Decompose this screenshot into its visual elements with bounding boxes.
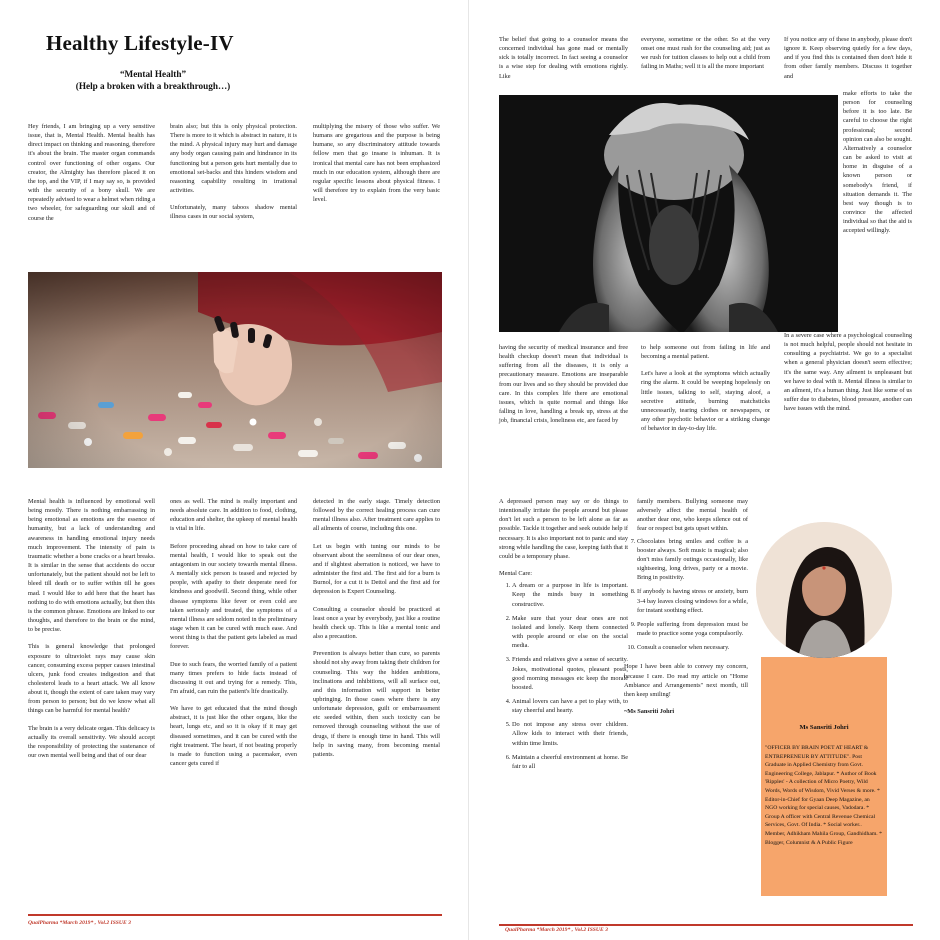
left-top-column-2 (170, 122, 297, 230)
list-item: 8. If anybody is having stress or anxiety, burn 3-4 bay leaves closing windows for a while, for instant soothing effect. (637, 587, 748, 614)
paragraph: Let us begin with tuning our minds to be observant about the seemliness of our dear ones, and if slightest aberration is noticed, we have to administer the first aid. The first aid for a burn is Burnol, for a cut it is Dettol and the first aid for depression is Expert Counseling. (313, 542, 440, 596)
left-bottom-column-3 (313, 497, 440, 767)
paragraph: everyone, sometime or the other. So at the very onset one must rush for the counseling aid; just as we rush for tuition classes to help out a child from failing in Maths; well it is all the more important (641, 36, 770, 71)
closing-paragraph: Hope I have been able to convey my concern, because I care. Do read my article on "Home Ambiance and Arrangements" next month, till then keep smiling! (624, 663, 748, 698)
left-top-column-1 (28, 122, 155, 231)
footer-rule-right (499, 924, 913, 926)
right-mid-column-1 (499, 343, 628, 433)
article-title: Healthy Lifestyle-IV (46, 31, 234, 55)
right-top-column-2 (641, 35, 770, 80)
paragraph: If you notice any of these in anybody, please don't ignore it. Keep observing quietly for a few days, and if you find this is contained then don't hide it from other family members. Discuss it together and (784, 36, 912, 80)
right-bottom-column-1 (499, 497, 628, 776)
pills-photo (28, 272, 442, 468)
paragraph: Before proceeding ahead on how to take care of mental health, I would like to speak out the antagonism in our society towards mental illness. A mentally sick person is teased and rejected by people, with apathy to their desperate need for kindness and goodwill. Second thing, while other disease symptoms like fever or even cold are taken seriously and treated, the symptoms of a mental illness are seldom noted in the preliminary stage when it can be cured with much ease. And worst thing is that the patient gets labeled as mad forever. (170, 542, 297, 651)
author-portrait (756, 522, 892, 658)
author-name: Ms Sansriti Johri (799, 724, 849, 731)
right-top-column-3 (784, 35, 912, 81)
left-top-column-3 (313, 122, 440, 212)
paragraph: having the security of medical insurance and free health checkup doesn't mean that individual is suffering from all the diseases, it is only a precautionary measure. Emotions are inseparable from our lives and so they should be provided due care. In this complex life there are emotional issues, which is quite normal and things like falling in love, handling a break up, stress at the job, financial crisis, loneliness etc, are faced by (499, 344, 628, 425)
paragraph: Mental health is influenced by emotional well being mostly. There is nothing embarrassing in being emotional as emotions are the essence of humanity, but a lack of understanding and awareness in handling emotional injury needs much improvement. The intensity of pain is traumatic whether a bone cracks or a heart breaks. It is similar in the sense that accidents do occur unfortunately, but the patient should not be left to bleed till death or to suffer within till he goes mad. I would like to add here that the heart has nothing to do with emotions actually, but then this is the common phrase. Emotions are linked to our thoughts, and therefore to the brain or the mind, to be precise. (28, 498, 155, 634)
right-top-column-3-wrap (843, 89, 912, 244)
list-item: 4. Animal lovers can have a pet to play with, to stay cheerful and hearty. (512, 697, 628, 715)
signature: ~Ms Sansriti Johri (624, 707, 675, 715)
paragraph: In a severe case where a psychological counseling is not much helpful, people should not hesitate in consulting a psychiatrist. We go to a specialist when a general physician doesn't seem effective; it's the same way. Any ailment is unpleasant but we have to deal with it. Mental illness is similar to an ailment, it's a human thing. Just like some of us suffer due to diabetes, blood pressure, another can have issues with the mind. (784, 332, 912, 413)
paragraph: A depressed person may say or do things to intentionally irritate the people around but please don't let such a person to be left alone as far as possible. Tackle it together and seek outside help if necessary. It is also important not to panic and stay strong while handling the case, keeping faith that it could be a temporary phase. (499, 498, 628, 560)
paragraph: detected in the early stage. Timely detection followed by the correct healing process can cure mental illness also. After treatment care applies to all ailments of course, including this one. (313, 498, 440, 533)
paragraph: We have to get educated that the mind though abstract, it is just like the other organs, like the heart, lungs etc, and so it is okay if it may get diseased sometimes, and it can be cured with the right treatment. The heart, if not beating properly is made to function using a pacemaker, even cancer gets cured if (170, 705, 297, 768)
footer-rule-left (28, 914, 442, 916)
list-item: 9. People suffering from depression must be made to practice some yoga compulsorily. (637, 620, 748, 638)
paragraph: Consulting a counselor should be practiced at least once a year by everybody, just like a routine health check up. This is like a mental tonic and also a precaution. (313, 605, 440, 641)
list-item: 2. Make sure that your dear ones are not isolated and lonely. Keep them connected with people around or else on the social media. (512, 614, 628, 651)
right-top-column-3-continued (784, 331, 912, 421)
left-bottom-column-2 (170, 497, 297, 776)
list-item: 3. Friends and relatives give a sense of security. Jokes, motivational quotes, pleasant posts, good morning messages etc keep the morale boosted. (512, 655, 628, 692)
pills-hand-illustration (28, 272, 442, 468)
paragraph: ones as well. The mind is really important and needs absolute care. In addition to food, clothing, education and shelter, the upkeep of mental health is vital in life. (170, 498, 297, 533)
mental-care-list (499, 581, 628, 771)
paragraph: brain also; but this is only physical protection. There is more to it which is abstract in nature, it is the mind. A physical injury may hurt and damage any body organ causing pain and hindrance in its functioning but a person gets hurt mentally due to emotional set-backs and this hinders wisdom and reasoning capability resulting in irrational activities. (170, 123, 297, 195)
article-subtitle (28, 68, 278, 92)
list-item: 1. A dream or a purpose in life is important. Keep the minds busy in something constructive. (512, 581, 628, 608)
mental-care-list-continued (624, 537, 748, 653)
footer-left: QualPharma *March 2019* , Vol.2 ISSUE 3 (28, 920, 131, 926)
mental-care-heading: Mental Care: (499, 570, 533, 578)
list-item: 5. Do not impose any stress over children. Allow kids to interact with their friends, within time limits. (512, 720, 628, 747)
subtitle-line-2: (Help a broken with a breakthrough…) (75, 81, 231, 91)
paragraph: This is general knowledge that prolonged exposure to ultraviolet rays may cause skin cancer, consuming excess pepper causes intestinal ulcers, junk food creates indigestion and that cholesterol leads to a heart attack. We all know about it, though the extent of care taken may vary from person to person; but do we know what all things can be harmful for mental health? (28, 643, 155, 715)
paragraph: The brain is a very delicate organ. This delicacy is actually its overall sensitivity. We should accept the responsibility of protecting the sustenance of our own mental well being and that of our dear (28, 724, 155, 760)
paragraph: make efforts to take the person for counseling before it is too late. Be careful to choose the right professional; second opinion can also be sought. Alternatively a counselor can be asked to visit at home in disguise of a known person or somebody's friend, if situation demands it. The best way though is to convince the affected individual so that the aid is accepted willingly. (843, 90, 912, 235)
paragraph: Prevention is always better than cure, so parents should not shy away from taking their children for counseling. This way the hidden ambitions, inclinations and inhibitions, will all surface out, and this information will support in better upbringing. In those cases where there is any unfortunate depression, guilt or embarrassment etc seeded within, then such toxicity can be removed through counseling without the use of drugs, if there is enough time in hand. This will help in saving many, from becoming mental patients. (313, 650, 440, 758)
author-bio: "OFFICER BY BRAIN POET AT HEART & ENTREPRENEUR BY ATTITUDE". Post Graduate in Applied Chemistry from Govt. Engineering College, Jablapur. * Author of Book 'Ripples' - A collection of Micro Poetry, Wild Words, Words of Wisdom, Vivid Verses & more. * Editor-in-Chief for Gyaan Deep Magazine, an NGO working for special causes, Vadodara. * Group A officer with Central Revenue Chemical Services, Govt. Of India. * Social worker.. Member, Adhikham Mahila Group, Gandhidham. * Blogger, Columnist & A Public Figure (765, 745, 882, 846)
page-gutter (468, 0, 469, 940)
list-item: 6. Maintain a cheerful environment at home. Be fair to all (512, 753, 628, 771)
list-item: 7. Chocolates bring smiles and coffee is a booster always. Soft music is magical; also don't miss family outings occasionally, like sightseeing, long drives, party or a movie. Bring in positivity. (637, 537, 748, 583)
author-photo (756, 522, 892, 658)
right-top-column-1 (499, 35, 628, 89)
paragraph: multiplying the misery of those who suffer. We humans are gregarious and the purpose is being humane, so any discriminatory attitude towards fellow men that go insane is inhuman. It is ironical that mental care has not been emphasized much in our education system, although there are regular specific lessons about physical fitness. I will therefore try to explain from the very basic level. (313, 123, 440, 204)
paragraph: to help someone out from failing in life and becoming a mental patient. (641, 344, 770, 361)
paragraph: Hey friends, I am bringing up a very sensitive issue, that is, Mental Health. Mental health has direct impact on thinking and reasoning, therefore it's about the brain. The master organ commands control over functioning of other organs. Our creator, the Almighty has therefore placed it on the top, and the VIP, if I may say so, is provided with the security of a bony skull. We are repeatedly advised to wear a helmet when riding a two wheeler, for safeguarding our skull and of course the (28, 123, 155, 222)
right-mid-column-2 (641, 343, 770, 441)
paragraph: Let's have a look at the symptoms which actually ring the alarm. It could be weeping hopelessly on little issues, talking to self, staying aloof, a secretive attitude, burning matchsticks unnecessarily, tearing clothes or newspapers, or any other psychotic behavior or a striking change of behavior in day-to-day life. (641, 370, 770, 433)
list-item: 10. Consult a counselor when necessary. (637, 643, 748, 652)
paragraph: Due to such fears, the worried family of a patient many times prefers to hide facts instead of discussing it out and trying for a remedy. This, I'm afraid, can ruin the patient's life drastically. (170, 660, 297, 695)
right-bottom-column-2 (624, 497, 748, 724)
paragraph: Unfortunately, many taboos shadow mental illness cases in our social system, (170, 204, 297, 221)
subtitle-line-1: “Mental Health” (119, 69, 187, 79)
stressed-man-illustration (499, 95, 838, 332)
stressed-man-photo (499, 95, 838, 332)
footer-right: QualPharma *March 2019* , Vol.2 ISSUE 3 (505, 927, 608, 933)
paragraph: The belief that going to a counselor means the concerned individual has gone mad or mentally sick is totally incorrect. In fact seeing a counselor is a wise step for dealing with emotions rightly. Like (499, 36, 628, 80)
paragraph: family members. Bullying someone may adversely affect the mental health of another dear one, who keeps silence out of fear or respect but gets upset within. (637, 498, 748, 533)
left-bottom-column-1 (28, 497, 155, 768)
